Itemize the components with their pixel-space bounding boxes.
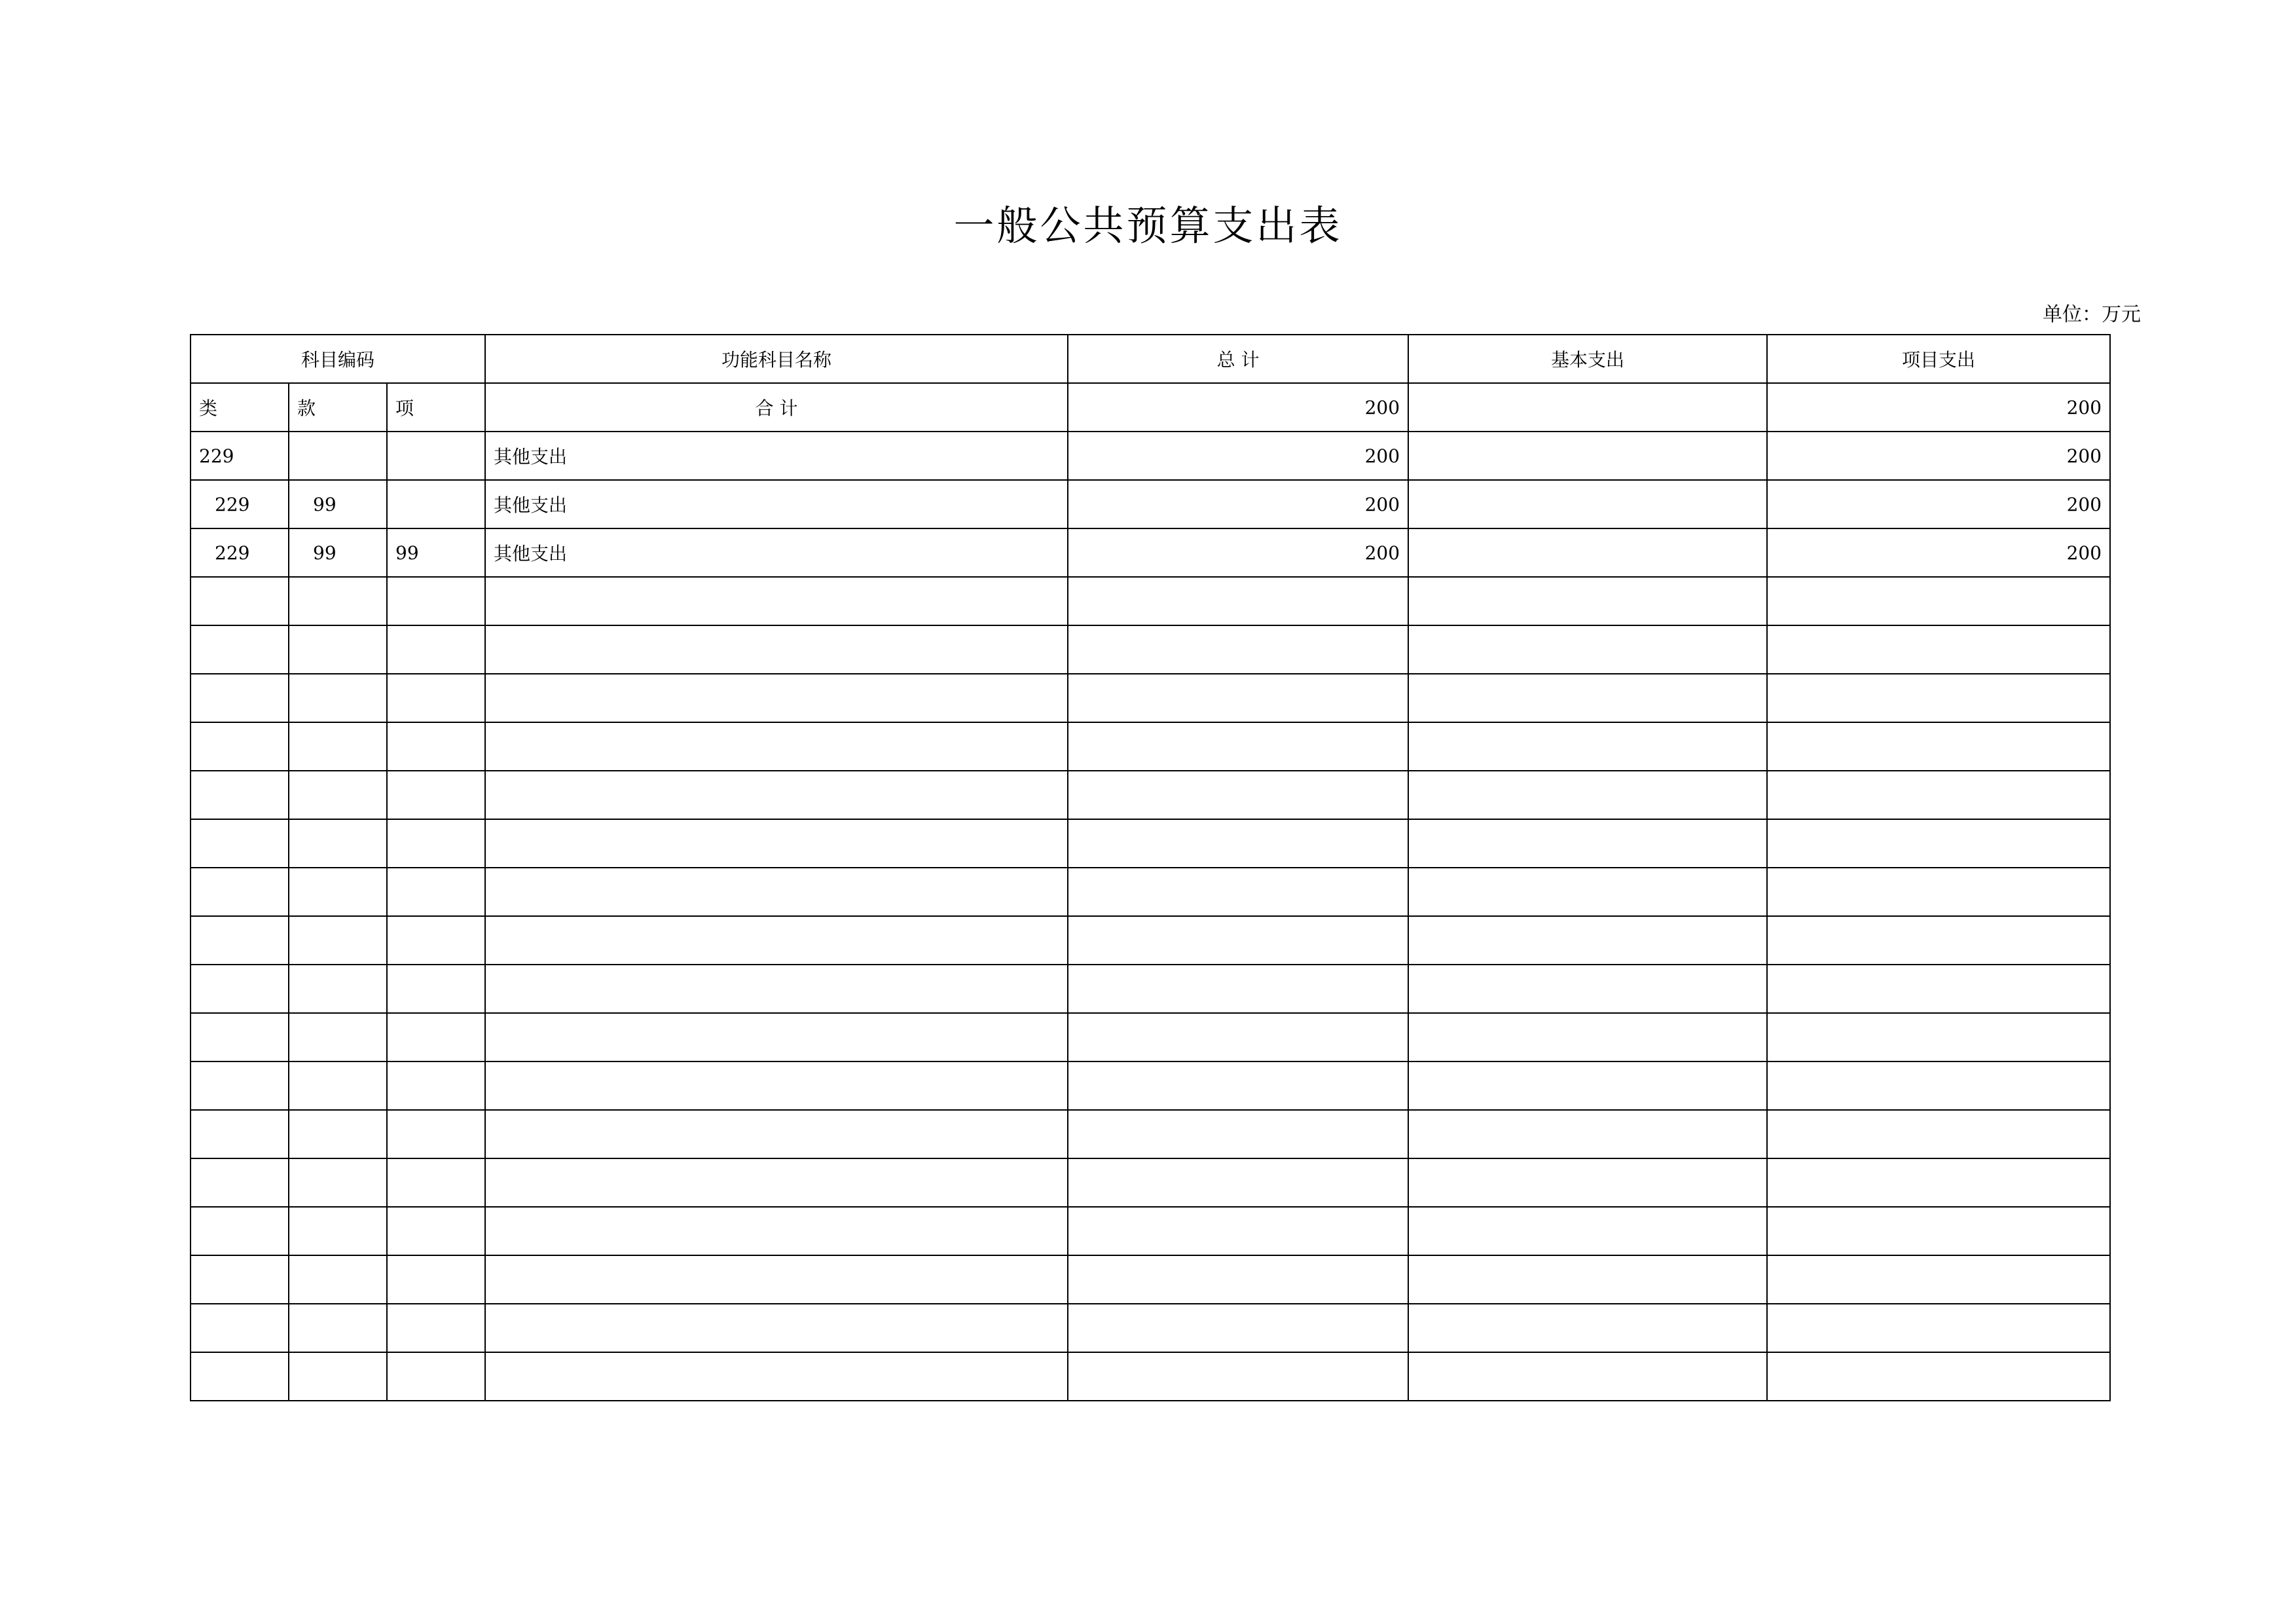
cell-lei	[191, 1304, 289, 1352]
column-header-code: 科目编码	[191, 335, 485, 383]
cell-lei	[191, 868, 289, 916]
table-header-row-group	[191, 335, 2110, 383]
budget-expenditure-table	[190, 334, 2111, 1401]
cell-xiang	[387, 771, 485, 819]
column-header-name: 功能科目名称	[485, 335, 1068, 383]
cell-kuan	[289, 1255, 387, 1304]
cell-lei	[191, 625, 289, 674]
cell-lei: 229	[191, 480, 289, 528]
cell-name	[485, 771, 1068, 819]
cell-total	[1068, 577, 1408, 625]
cell-lei	[191, 1255, 289, 1304]
cell-project	[1767, 1304, 2110, 1352]
table-row	[191, 1207, 2110, 1255]
cell-basic	[1408, 722, 1767, 771]
cell-xiang	[387, 868, 485, 916]
cell-lei	[191, 1061, 289, 1110]
cell-lei	[191, 1207, 289, 1255]
cell-basic	[1408, 625, 1767, 674]
cell-name	[485, 1013, 1068, 1061]
cell-total	[1068, 1158, 1408, 1207]
column-header-project: 项目支出	[1767, 335, 2110, 383]
cell-total: 200	[1068, 528, 1408, 577]
column-subheader-xiang: 项	[387, 383, 485, 432]
table-row	[191, 722, 2110, 771]
table-row	[191, 674, 2110, 722]
cell-kuan	[289, 674, 387, 722]
cell-xiang	[387, 965, 485, 1013]
table-row	[191, 916, 2110, 965]
cell-project	[1767, 674, 2110, 722]
cell-lei	[191, 771, 289, 819]
table-row	[191, 771, 2110, 819]
cell-name	[485, 1158, 1068, 1207]
cell-lei: 229	[191, 432, 289, 480]
cell-total	[1068, 722, 1408, 771]
cell-project: 200	[1767, 528, 2110, 577]
cell-total	[1068, 625, 1408, 674]
cell-project	[1767, 1013, 2110, 1061]
cell-total: 200	[1068, 480, 1408, 528]
cell-name	[485, 916, 1068, 965]
cell-basic	[1408, 868, 1767, 916]
cell-basic	[1408, 819, 1767, 868]
cell-kuan	[289, 1352, 387, 1401]
table-row	[191, 1352, 2110, 1401]
table-row	[191, 528, 2110, 577]
cell-total	[1068, 916, 1408, 965]
cell-basic	[1408, 916, 1767, 965]
cell-basic	[1408, 965, 1767, 1013]
cell-name: 其他支出	[485, 528, 1068, 577]
cell-name	[485, 1304, 1068, 1352]
cell-xiang	[387, 1207, 485, 1255]
cell-project	[1767, 965, 2110, 1013]
cell-name	[485, 674, 1068, 722]
cell-project	[1767, 1255, 2110, 1304]
cell-kuan	[289, 1304, 387, 1352]
table-row	[191, 1110, 2110, 1158]
cell-name	[485, 1061, 1068, 1110]
total-row-total: 200	[1068, 383, 1408, 432]
cell-xiang	[387, 1013, 485, 1061]
cell-project	[1767, 722, 2110, 771]
total-row-basic	[1408, 383, 1767, 432]
cell-xiang	[387, 625, 485, 674]
cell-basic	[1408, 1304, 1767, 1352]
cell-total	[1068, 1013, 1408, 1061]
cell-basic	[1408, 432, 1767, 480]
cell-basic	[1408, 480, 1767, 528]
cell-total	[1068, 771, 1408, 819]
cell-project	[1767, 771, 2110, 819]
cell-basic	[1408, 771, 1767, 819]
cell-total	[1068, 868, 1408, 916]
cell-kuan	[289, 965, 387, 1013]
cell-lei	[191, 1013, 289, 1061]
cell-basic	[1408, 1255, 1767, 1304]
table-row	[191, 1304, 2110, 1352]
cell-name	[485, 625, 1068, 674]
cell-name: 其他支出	[485, 432, 1068, 480]
cell-total	[1068, 1061, 1408, 1110]
cell-xiang	[387, 1061, 485, 1110]
cell-kuan	[289, 625, 387, 674]
cell-lei	[191, 722, 289, 771]
unit-note: 单位：万元	[2043, 303, 2141, 326]
cell-lei	[191, 577, 289, 625]
page-title: 一般公共预算支出表	[953, 202, 1343, 249]
cell-name: 其他支出	[485, 480, 1068, 528]
cell-kuan	[289, 771, 387, 819]
total-row-label: 合 计	[485, 383, 1068, 432]
table-body	[191, 432, 2110, 1401]
cell-kuan	[289, 1013, 387, 1061]
cell-basic	[1408, 1013, 1767, 1061]
cell-kuan	[289, 1110, 387, 1158]
cell-kuan	[289, 722, 387, 771]
cell-basic	[1408, 1207, 1767, 1255]
cell-kuan	[289, 1207, 387, 1255]
cell-project	[1767, 1061, 2110, 1110]
cell-lei	[191, 674, 289, 722]
column-subheader-lei: 类	[191, 383, 289, 432]
cell-total	[1068, 1352, 1408, 1401]
table-row	[191, 1061, 2110, 1110]
cell-xiang	[387, 722, 485, 771]
cell-kuan	[289, 577, 387, 625]
cell-xiang	[387, 1352, 485, 1401]
cell-total	[1068, 1304, 1408, 1352]
cell-xiang	[387, 819, 485, 868]
cell-project	[1767, 625, 2110, 674]
table-subheader-row	[191, 383, 2110, 432]
cell-kuan: 99	[289, 480, 387, 528]
cell-kuan: 99	[289, 528, 387, 577]
cell-kuan	[289, 1158, 387, 1207]
cell-kuan	[289, 819, 387, 868]
cell-lei	[191, 965, 289, 1013]
cell-lei	[191, 916, 289, 965]
cell-xiang	[387, 1304, 485, 1352]
cell-project	[1767, 1158, 2110, 1207]
cell-lei	[191, 1158, 289, 1207]
cell-xiang	[387, 1110, 485, 1158]
cell-project	[1767, 868, 2110, 916]
cell-xiang	[387, 1158, 485, 1207]
cell-project	[1767, 916, 2110, 965]
cell-project: 200	[1767, 480, 2110, 528]
table-row	[191, 577, 2110, 625]
cell-kuan	[289, 916, 387, 965]
cell-kuan	[289, 1061, 387, 1110]
cell-xiang	[387, 916, 485, 965]
cell-basic	[1408, 1110, 1767, 1158]
cell-name	[485, 722, 1068, 771]
cell-xiang	[387, 480, 485, 528]
cell-basic	[1408, 1352, 1767, 1401]
cell-project: 200	[1767, 432, 2110, 480]
table-row	[191, 819, 2110, 868]
table-header	[191, 335, 2110, 432]
table-row	[191, 868, 2110, 916]
cell-total	[1068, 1207, 1408, 1255]
cell-total	[1068, 1255, 1408, 1304]
cell-name	[485, 1352, 1068, 1401]
cell-basic	[1408, 528, 1767, 577]
cell-name	[485, 1255, 1068, 1304]
cell-name	[485, 1110, 1068, 1158]
cell-kuan	[289, 432, 387, 480]
column-header-basic: 基本支出	[1408, 335, 1767, 383]
cell-total	[1068, 674, 1408, 722]
table-row	[191, 1158, 2110, 1207]
cell-name	[485, 1207, 1068, 1255]
cell-name	[485, 868, 1068, 916]
total-row-project: 200	[1767, 383, 2110, 432]
cell-xiang	[387, 577, 485, 625]
cell-total	[1068, 1110, 1408, 1158]
table-row	[191, 1255, 2110, 1304]
cell-project	[1767, 577, 2110, 625]
cell-project	[1767, 819, 2110, 868]
cell-basic	[1408, 674, 1767, 722]
cell-basic	[1408, 1061, 1767, 1110]
column-header-total: 总 计	[1068, 335, 1408, 383]
cell-name	[485, 965, 1068, 1013]
cell-total	[1068, 965, 1408, 1013]
cell-xiang	[387, 674, 485, 722]
cell-project	[1767, 1207, 2110, 1255]
table-row	[191, 480, 2110, 528]
cell-lei	[191, 819, 289, 868]
cell-lei	[191, 1352, 289, 1401]
cell-basic	[1408, 1158, 1767, 1207]
table-row	[191, 965, 2110, 1013]
cell-xiang: 99	[387, 528, 485, 577]
table-row	[191, 1013, 2110, 1061]
column-subheader-kuan: 款	[289, 383, 387, 432]
cell-basic	[1408, 577, 1767, 625]
cell-total: 200	[1068, 432, 1408, 480]
cell-project	[1767, 1110, 2110, 1158]
cell-xiang	[387, 432, 485, 480]
cell-name	[485, 577, 1068, 625]
cell-name	[485, 819, 1068, 868]
cell-lei: 229	[191, 528, 289, 577]
cell-project	[1767, 1352, 2110, 1401]
cell-kuan	[289, 868, 387, 916]
table-row	[191, 625, 2110, 674]
cell-xiang	[387, 1255, 485, 1304]
cell-lei	[191, 1110, 289, 1158]
cell-total	[1068, 819, 1408, 868]
table-row	[191, 432, 2110, 480]
